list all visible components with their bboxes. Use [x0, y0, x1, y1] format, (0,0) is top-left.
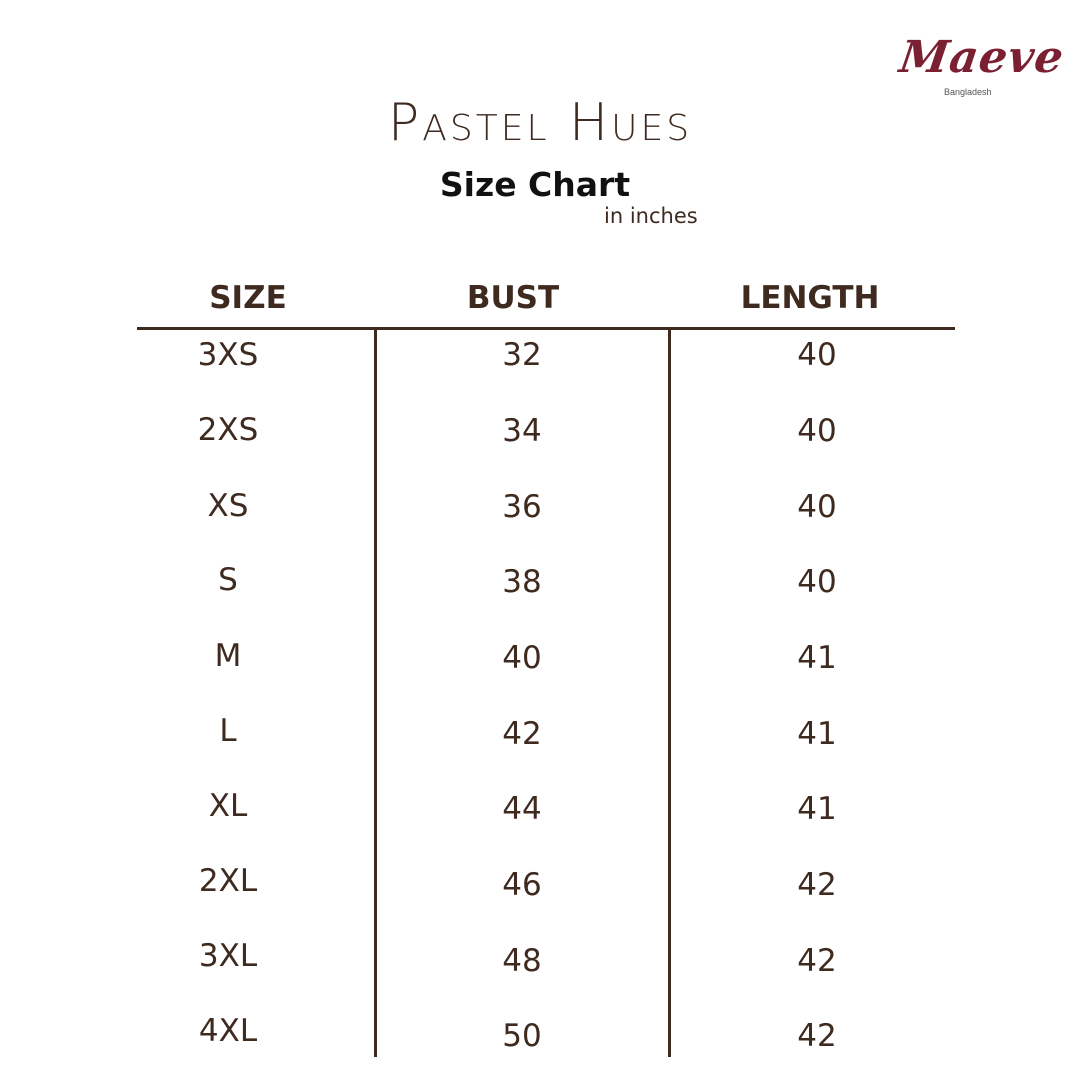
length-cell: 40: [797, 564, 837, 600]
units-note: in inches: [604, 204, 698, 228]
size-cell: 4XL: [198, 1013, 258, 1049]
size-cell: XS: [207, 488, 249, 524]
size-cell: M: [214, 638, 242, 674]
bust-cell: 42: [502, 716, 542, 752]
size-cell: L: [219, 713, 237, 749]
bust-cell: 44: [502, 791, 542, 827]
column-header-bust: BUST: [466, 280, 560, 316]
length-cell: 41: [797, 640, 837, 676]
header-divider: [137, 327, 955, 330]
size-cell: 2XS: [197, 412, 259, 448]
bust-cell: 38: [502, 564, 542, 600]
size-cell: XL: [208, 788, 248, 824]
length-cell: 40: [797, 489, 837, 525]
column-header-size: SIZE: [209, 280, 287, 316]
bust-cell: 50: [502, 1018, 542, 1054]
bust-cell: 40: [502, 640, 542, 676]
length-cell: 42: [797, 867, 837, 903]
length-cell: 41: [797, 716, 837, 752]
bust-cell: 48: [502, 943, 542, 979]
brand-logo-subtext: Bangladesh: [944, 87, 992, 97]
column-header-length: LENGTH: [740, 280, 880, 316]
size-cell: 3XS: [197, 337, 259, 373]
length-cell: 40: [797, 413, 837, 449]
size-cell: 2XL: [198, 863, 258, 899]
page-title: Pastel Hues: [387, 93, 693, 153]
bust-cell: 34: [502, 413, 542, 449]
column-divider-2: [668, 329, 671, 1057]
size-cell: 3XL: [198, 938, 258, 974]
size-cell: S: [218, 562, 238, 598]
length-cell: 40: [797, 337, 837, 373]
page-subtitle: Size Chart: [439, 165, 631, 204]
brand-logo-wordmark: Maeve: [896, 32, 1068, 83]
length-cell: 42: [797, 943, 837, 979]
column-divider-1: [374, 329, 377, 1057]
bust-cell: 46: [502, 867, 542, 903]
length-cell: 42: [797, 1018, 837, 1054]
bust-cell: 36: [502, 489, 542, 525]
length-cell: 41: [797, 791, 837, 827]
bust-cell: 32: [502, 337, 542, 373]
